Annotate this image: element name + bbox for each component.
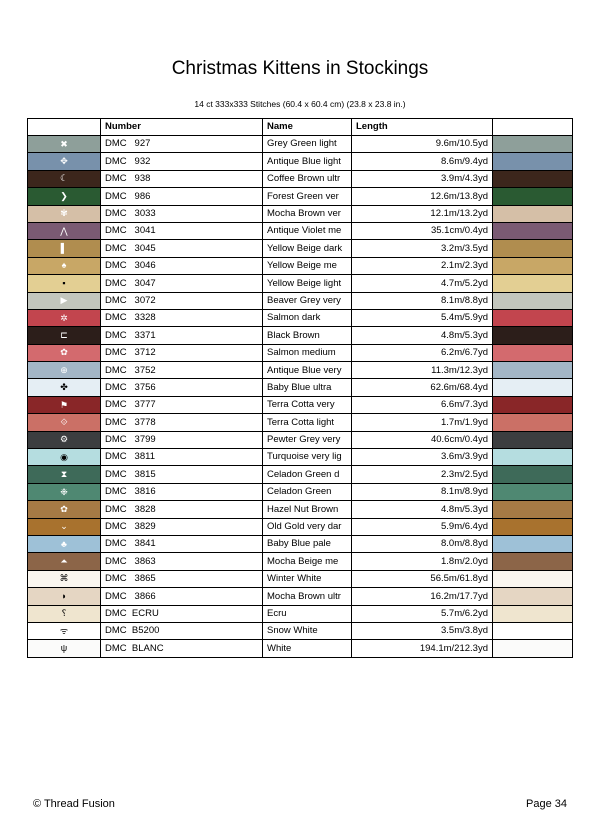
thread-name: Yellow Beige me (263, 257, 352, 274)
thread-name: Baby Blue pale (263, 535, 352, 552)
thread-name: Celadon Green d (263, 466, 352, 483)
color-swatch (493, 414, 573, 431)
thread-length: 8.1m/8.9yd (352, 483, 493, 500)
swatch-header (493, 119, 573, 136)
color-swatch (493, 570, 573, 587)
table-row (28, 222, 573, 239)
color-swatch (493, 188, 573, 205)
table-row (28, 518, 573, 535)
symbol-cell: ✖ (28, 136, 101, 153)
thread-number: DMC ECRU (101, 605, 263, 622)
thread-number: DMC 3866 (101, 588, 263, 605)
symbol-cell: ✿ (28, 344, 101, 361)
thread-number: DMC 3828 (101, 501, 263, 518)
symbol-cell: ✲ (28, 309, 101, 326)
thread-name: Old Gold very dar (263, 518, 352, 535)
thread-length: 6.6m/7.3yd (352, 396, 493, 413)
table-row (28, 449, 573, 466)
thread-number: DMC 3811 (101, 449, 263, 466)
symbol-cell: ♠ (28, 257, 101, 274)
thread-length: 9.6m/10.5yd (352, 136, 493, 153)
thread-name: Black Brown (263, 327, 352, 344)
thread-length: 11.3m/12.3yd (352, 362, 493, 379)
symbol-cell: ✥ (28, 153, 101, 170)
thread-length: 194.1m/212.3yd (352, 640, 493, 657)
thread-number: DMC 3712 (101, 344, 263, 361)
thread-length: 8.1m/8.8yd (352, 292, 493, 309)
symbol-cell: ⊏ (28, 327, 101, 344)
table-row (28, 205, 573, 222)
table-row (28, 292, 573, 309)
symbol-cell: ⧗ (28, 466, 101, 483)
page-title: Christmas Kittens in Stockings (171, 58, 429, 79)
table-row (28, 136, 573, 153)
color-swatch (493, 136, 573, 153)
thread-number: DMC BLANC (101, 640, 263, 657)
table-row (28, 240, 573, 257)
symbol-cell: ◉ (28, 449, 101, 466)
thread-length: 12.6m/13.8yd (352, 188, 493, 205)
color-swatch (493, 257, 573, 274)
thread-number: DMC B5200 (101, 622, 263, 639)
symbol-cell: ☾ (28, 170, 101, 187)
symbol-cell: ▪ (28, 275, 101, 292)
color-swatch (493, 362, 573, 379)
thread-name: Snow White (263, 622, 352, 639)
thread-number: DMC 3328 (101, 309, 263, 326)
table-row (28, 535, 573, 552)
thread-length: 5.9m/6.4yd (352, 518, 493, 535)
symbol-cell: ⊕ (28, 362, 101, 379)
symbol-cell: ⚑ (28, 396, 101, 413)
thread-length: 5.7m/6.2yd (352, 605, 493, 622)
thread-length: 16.2m/17.7yd (352, 588, 493, 605)
symbol-cell: ⚙ (28, 431, 101, 448)
thread-name: Coffee Brown ultr (263, 170, 352, 187)
thread-number: DMC 986 (101, 188, 263, 205)
thread-length: 35.1cm/0.4yd (352, 222, 493, 239)
color-swatch (493, 344, 573, 361)
thread-length: 1.8m/2.0yd (352, 553, 493, 570)
thread-name: Terra Cotta very (263, 396, 352, 413)
color-swatch (493, 327, 573, 344)
thread-length: 56.5m/61.8yd (352, 570, 493, 587)
symbol-cell: ψ (28, 640, 101, 657)
thread-length: 2.1m/2.3yd (352, 257, 493, 274)
thread-number: DMC 927 (101, 136, 263, 153)
table-row (28, 309, 573, 326)
table-row (28, 153, 573, 170)
thread-length: 4.8m/5.3yd (352, 327, 493, 344)
thread-length: 6.2m/6.7yd (352, 344, 493, 361)
symbol-cell: ▌ (28, 240, 101, 257)
thread-name: Turquoise very lig (263, 449, 352, 466)
symbol-cell: ◗ (28, 588, 101, 605)
symbol-cell: ✾ (28, 205, 101, 222)
thread-length: 62.6m/68.4yd (352, 379, 493, 396)
table-row (28, 466, 573, 483)
table-row (28, 344, 573, 361)
symbol-cell: ❉ (28, 483, 101, 500)
table-row (28, 483, 573, 500)
table-header-row (28, 119, 573, 136)
color-swatch (493, 170, 573, 187)
color-swatch (493, 379, 573, 396)
color-swatch (493, 205, 573, 222)
thread-number: DMC 3047 (101, 275, 263, 292)
symbol-cell: ⸮ (28, 605, 101, 622)
thread-name: Grey Green light (263, 136, 352, 153)
thread-length: 3.9m/4.3yd (352, 170, 493, 187)
table-row (28, 257, 573, 274)
thread-name: Forest Green ver (263, 188, 352, 205)
page-subtitle: 14 ct 333x333 Stitches (60.4 x 60.4 cm) (23.8 x 23.8 in.) (194, 99, 406, 109)
name-header: Name (263, 119, 352, 136)
symbol-cell: ᯤ (28, 622, 101, 639)
symbol-header (28, 119, 101, 136)
thread-name: Pewter Grey very (263, 431, 352, 448)
thread-name: Mocha Brown ver (263, 205, 352, 222)
color-swatch (493, 640, 573, 657)
thread-name: Mocha Brown ultr (263, 588, 352, 605)
thread-number: DMC 3033 (101, 205, 263, 222)
table-row (28, 588, 573, 605)
color-swatch (493, 466, 573, 483)
symbol-cell: ✤ (28, 379, 101, 396)
thread-name: Winter White (263, 570, 352, 587)
thread-number: DMC 3799 (101, 431, 263, 448)
thread-name: Mocha Beige me (263, 553, 352, 570)
color-swatch (493, 622, 573, 639)
thread-number: DMC 3045 (101, 240, 263, 257)
symbol-cell: ⟐ (28, 414, 101, 431)
thread-length: 5.4m/5.9yd (352, 309, 493, 326)
thread-number: DMC 3865 (101, 570, 263, 587)
table-row (28, 570, 573, 587)
thread-name: Antique Blue very (263, 362, 352, 379)
color-swatch (493, 588, 573, 605)
thread-length: 2.3m/2.5yd (352, 466, 493, 483)
symbol-cell: ♣ (28, 535, 101, 552)
color-swatch (493, 449, 573, 466)
thread-number: DMC 3777 (101, 396, 263, 413)
symbol-cell: ⏶ (28, 553, 101, 570)
thread-number: DMC 3863 (101, 553, 263, 570)
thread-name: White (263, 640, 352, 657)
symbol-cell: ⌘ (28, 570, 101, 587)
thread-number: DMC 3756 (101, 379, 263, 396)
thread-number: DMC 3371 (101, 327, 263, 344)
thread-number: DMC 3041 (101, 222, 263, 239)
color-swatch (493, 535, 573, 552)
table-row (28, 414, 573, 431)
copyright: © Thread Fusion (33, 798, 115, 810)
thread-number: DMC 932 (101, 153, 263, 170)
thread-length: 12.1m/13.2yd (352, 205, 493, 222)
color-swatch (493, 605, 573, 622)
page-number: Page 34 (526, 798, 567, 810)
thread-length: 4.8m/5.3yd (352, 501, 493, 518)
length-header: Length (352, 119, 493, 136)
symbol-cell: ▶ (28, 292, 101, 309)
thread-number: DMC 3778 (101, 414, 263, 431)
color-swatch (493, 396, 573, 413)
color-swatch (493, 483, 573, 500)
table-row (28, 188, 573, 205)
table-row (28, 501, 573, 518)
thread-name: Terra Cotta light (263, 414, 352, 431)
table-row (28, 275, 573, 292)
color-swatch (493, 153, 573, 170)
symbol-cell: ⋀ (28, 222, 101, 239)
color-swatch (493, 275, 573, 292)
table-row (28, 379, 573, 396)
thread-length: 4.7m/5.2yd (352, 275, 493, 292)
thread-name: Salmon medium (263, 344, 352, 361)
symbol-cell: ⌄ (28, 518, 101, 535)
color-swatch (493, 431, 573, 448)
table-row (28, 605, 573, 622)
symbol-cell: ✿ (28, 501, 101, 518)
thread-length: 8.6m/9.4yd (352, 153, 493, 170)
thread-number: DMC 3816 (101, 483, 263, 500)
color-swatch (493, 292, 573, 309)
thread-name: Yellow Beige dark (263, 240, 352, 257)
color-swatch (493, 518, 573, 535)
thread-number: DMC 3072 (101, 292, 263, 309)
table-row (28, 170, 573, 187)
thread-length: 1.7m/1.9yd (352, 414, 493, 431)
thread-length: 3.5m/3.8yd (352, 622, 493, 639)
thread-name: Antique Violet me (263, 222, 352, 239)
thread-name: Salmon dark (263, 309, 352, 326)
thread-length: 8.0m/8.8yd (352, 535, 493, 552)
number-header: Number (101, 119, 263, 136)
symbol-cell: ❯ (28, 188, 101, 205)
table-row (28, 396, 573, 413)
table-row (28, 327, 573, 344)
thread-name: Celadon Green (263, 483, 352, 500)
thread-name: Antique Blue light (263, 153, 352, 170)
thread-name: Yellow Beige light (263, 275, 352, 292)
table-body (28, 136, 573, 658)
thread-name: Baby Blue ultra (263, 379, 352, 396)
table-row (28, 362, 573, 379)
thread-name: Hazel Nut Brown (263, 501, 352, 518)
thread-length: 3.2m/3.5yd (352, 240, 493, 257)
color-swatch (493, 222, 573, 239)
table-row (28, 640, 573, 657)
color-swatch (493, 240, 573, 257)
thread-name: Ecru (263, 605, 352, 622)
thread-number: DMC 938 (101, 170, 263, 187)
table-row (28, 622, 573, 639)
thread-table (27, 118, 573, 658)
thread-number: DMC 3815 (101, 466, 263, 483)
thread-number: DMC 3841 (101, 535, 263, 552)
thread-number: DMC 3829 (101, 518, 263, 535)
table-row (28, 431, 573, 448)
thread-length: 3.6m/3.9yd (352, 449, 493, 466)
color-swatch (493, 553, 573, 570)
color-swatch (493, 309, 573, 326)
thread-name: Beaver Grey very (263, 292, 352, 309)
thread-number: DMC 3046 (101, 257, 263, 274)
thread-number: DMC 3752 (101, 362, 263, 379)
table-row (28, 553, 573, 570)
thread-length: 40.6cm/0.4yd (352, 431, 493, 448)
color-swatch (493, 501, 573, 518)
